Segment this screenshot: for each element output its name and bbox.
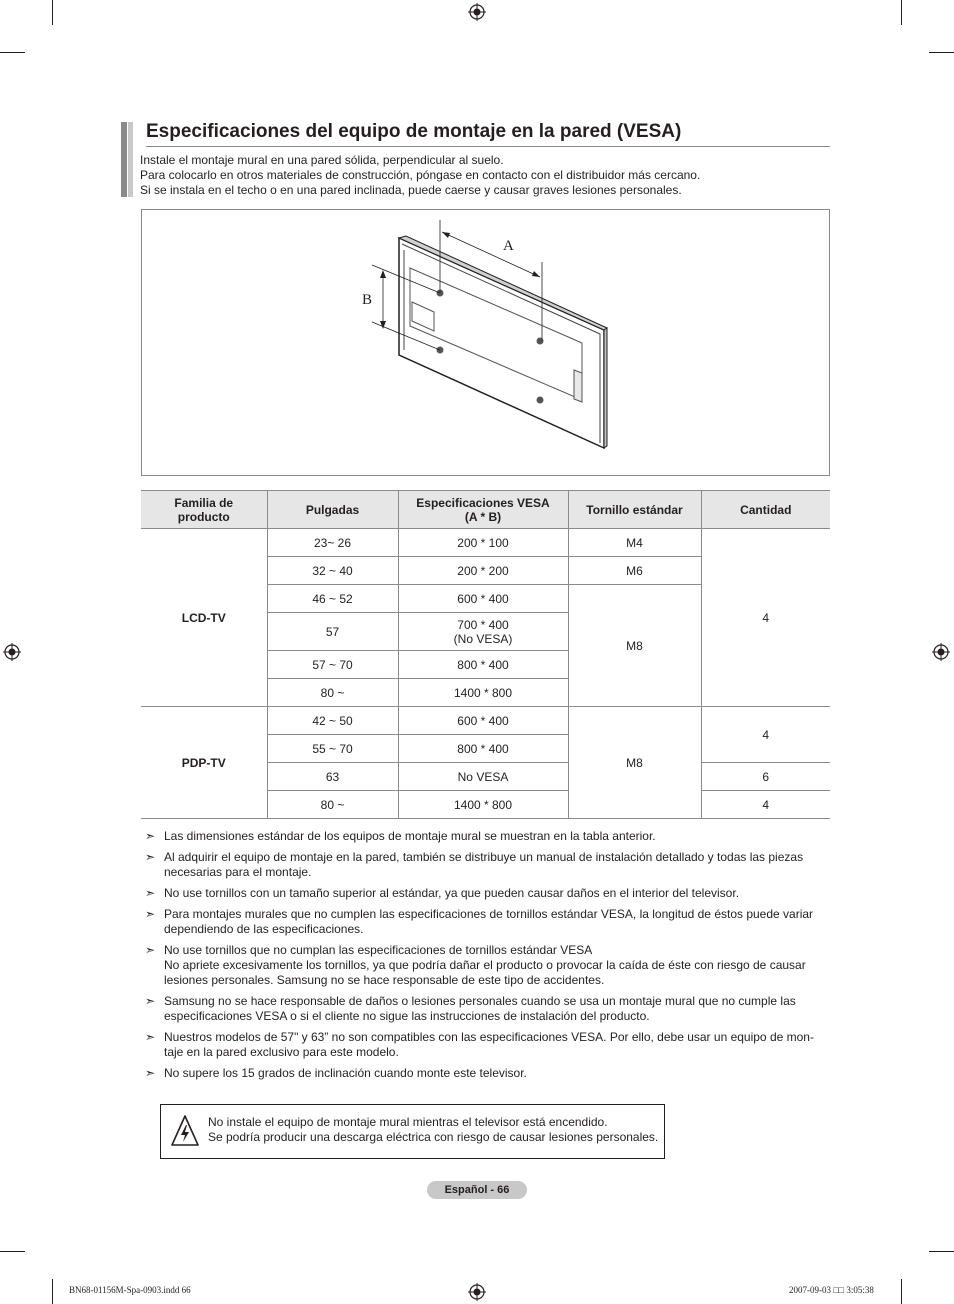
list-item: ➣ Al adquirir el equipo de montaje en la pared, también se distribuye un manual de instalación detallado y todas las piezas necesarias para el montaje. bbox=[145, 850, 804, 879]
vesa-spec-table bbox=[141, 490, 830, 819]
inches-cell: 42 ~ 50 bbox=[267, 707, 398, 735]
crop-mark bbox=[929, 52, 954, 53]
note-arrow-icon: ➣ bbox=[145, 1030, 156, 1044]
vesa-cell: 600 * 400 bbox=[398, 585, 568, 613]
registration-mark-icon bbox=[932, 643, 950, 661]
intro-line: Instale el montaje mural en una pared sólida, perpendicular al suelo. bbox=[140, 153, 504, 167]
page-title: Especificaciones del equipo de montaje en la pared (VESA) bbox=[146, 119, 830, 147]
list-item: ➣ Nuestros modelos de 57" y 63” no son compatibles con las especificaciones VESA. Por ello, debe usar un equipo de mon- taje en la pared exclusivo para este modelo. bbox=[145, 1030, 814, 1059]
header-inches: Pulgadas bbox=[267, 491, 398, 529]
header-quantity: Cantidad bbox=[701, 491, 830, 529]
crop-mark bbox=[52, 0, 53, 25]
table-row bbox=[141, 529, 830, 557]
list-item: ➣ No use tornillos con un tamaño superior al estándar, ya que pueden causar daños en el interior del televisor. bbox=[145, 886, 740, 900]
table-row bbox=[141, 707, 830, 735]
quantity-cell: 4 bbox=[701, 791, 830, 819]
list-item: ➣ No supere los 15 grados de inclinación cuando monte este televisor. bbox=[145, 1066, 527, 1080]
header-screw: Tornillo estándar bbox=[568, 491, 701, 529]
screw-cell: M8 bbox=[568, 707, 701, 819]
screw-cell: M8 bbox=[568, 585, 701, 707]
footer-timestamp: 2007-09-03 □□ 3:05:38 bbox=[789, 1285, 874, 1295]
vesa-cell: 200 * 200 bbox=[398, 557, 568, 585]
vesa-cell: 800 * 400 bbox=[398, 651, 568, 679]
note-arrow-icon: ➣ bbox=[145, 907, 156, 921]
screw-cell: M4 bbox=[568, 529, 701, 557]
note-arrow-icon: ➣ bbox=[145, 994, 156, 1008]
note-arrow-icon: ➣ bbox=[145, 943, 156, 957]
inches-cell: 63 bbox=[267, 763, 398, 791]
vesa-cell: No VESA bbox=[398, 763, 568, 791]
intro-text bbox=[140, 153, 830, 198]
note-arrow-icon: ➣ bbox=[145, 829, 156, 843]
vesa-cell: 1400 * 800 bbox=[398, 679, 568, 707]
section-bar bbox=[121, 122, 127, 197]
warning-box bbox=[160, 1104, 665, 1159]
screw-cell: M6 bbox=[568, 557, 701, 585]
registration-mark-icon bbox=[468, 1283, 486, 1301]
intro-line: Si se instala en el techo o en una pared inclinada, puede caerse y causar graves lesiones personales. bbox=[140, 183, 682, 197]
crop-mark bbox=[929, 1251, 954, 1252]
list-item: ➣ No use tornillos que no cumplan las especificaciones de tornillos estándar VESA No apriete excesivamente los tornillos, ya que podría dañar el producto o provocar la caída de éste con riesgo de causar lesiones personales. Samsung no se hace responsable de este tipo de accidentes. bbox=[145, 943, 806, 987]
list-item: ➣ Samsung no se hace responsable de daños o lesiones personales cuando se usa un montaje mural que no cumple las especificaciones VESA o si el cliente no sigue las instrucciones de instalación del producto. bbox=[145, 994, 796, 1023]
inches-cell: 80 ~ bbox=[267, 791, 398, 819]
vesa-cell: 700 * 400 (No VESA) bbox=[398, 613, 568, 651]
notes-list bbox=[145, 829, 825, 1087]
vesa-cell: 600 * 400 bbox=[398, 707, 568, 735]
dimension-label-b: B bbox=[362, 292, 373, 308]
header-family: Familia de producto bbox=[141, 491, 267, 529]
section-bar-accent bbox=[128, 122, 133, 197]
crop-mark bbox=[901, 1279, 902, 1304]
crop-mark bbox=[0, 1251, 25, 1252]
warning-text: No instale el equipo de montaje mural mientras el televisor está encendido. Se podría producir una descarga eléctrica con riesgo de causar lesiones personales. bbox=[208, 1115, 659, 1144]
inches-cell: 57 ~ 70 bbox=[267, 651, 398, 679]
electric-shock-warning-icon bbox=[170, 1114, 200, 1148]
quantity-cell: 4 bbox=[701, 529, 830, 707]
wall-mount-diagram bbox=[141, 209, 830, 476]
inches-cell: 32 ~ 40 bbox=[267, 557, 398, 585]
quantity-cell: 4 bbox=[701, 707, 830, 763]
tv-back-illustration bbox=[142, 210, 829, 475]
header-vesa: Especificaciones VESA (A * B) bbox=[398, 491, 568, 529]
vesa-cell: 200 * 100 bbox=[398, 529, 568, 557]
list-item: ➣ Las dimensiones estándar de los equipos de montaje mural se muestran en la tabla anterior. bbox=[145, 829, 656, 843]
note-arrow-icon: ➣ bbox=[145, 850, 156, 864]
intro-line: Para colocarlo en otros materiales de construcción, póngase en contacto con el distribuidor más cercano. bbox=[140, 168, 701, 182]
registration-mark-icon bbox=[3, 643, 21, 661]
list-item: ➣ Para montajes murales que no cumplen las especificaciones de tornillos estándar VESA, la longitud de éstos puede variar dependiendo de las especificaciones. bbox=[145, 907, 814, 936]
page-number: Español - 66 bbox=[427, 1181, 527, 1199]
inches-cell: 46 ~ 52 bbox=[267, 585, 398, 613]
registration-mark-icon bbox=[468, 3, 486, 21]
vesa-cell: 1400 * 800 bbox=[398, 791, 568, 819]
inches-cell: 55 ~ 70 bbox=[267, 735, 398, 763]
inches-cell: 57 bbox=[267, 613, 398, 651]
footer-file: BN68-01156M-Spa-0903.indd 66 bbox=[69, 1285, 191, 1295]
note-arrow-icon: ➣ bbox=[145, 1066, 156, 1080]
note-arrow-icon: ➣ bbox=[145, 886, 156, 900]
crop-mark bbox=[901, 0, 902, 25]
vesa-cell: 800 * 400 bbox=[398, 735, 568, 763]
crop-mark bbox=[52, 1279, 53, 1304]
family-cell: LCD-TV bbox=[141, 529, 267, 707]
table-header-row bbox=[141, 491, 830, 529]
family-cell: PDP-TV bbox=[141, 707, 267, 819]
quantity-cell: 6 bbox=[701, 763, 830, 791]
inches-cell: 23~ 26 bbox=[267, 529, 398, 557]
crop-mark bbox=[0, 52, 25, 53]
dimension-label-a: A bbox=[503, 238, 514, 254]
inches-cell: 80 ~ bbox=[267, 679, 398, 707]
